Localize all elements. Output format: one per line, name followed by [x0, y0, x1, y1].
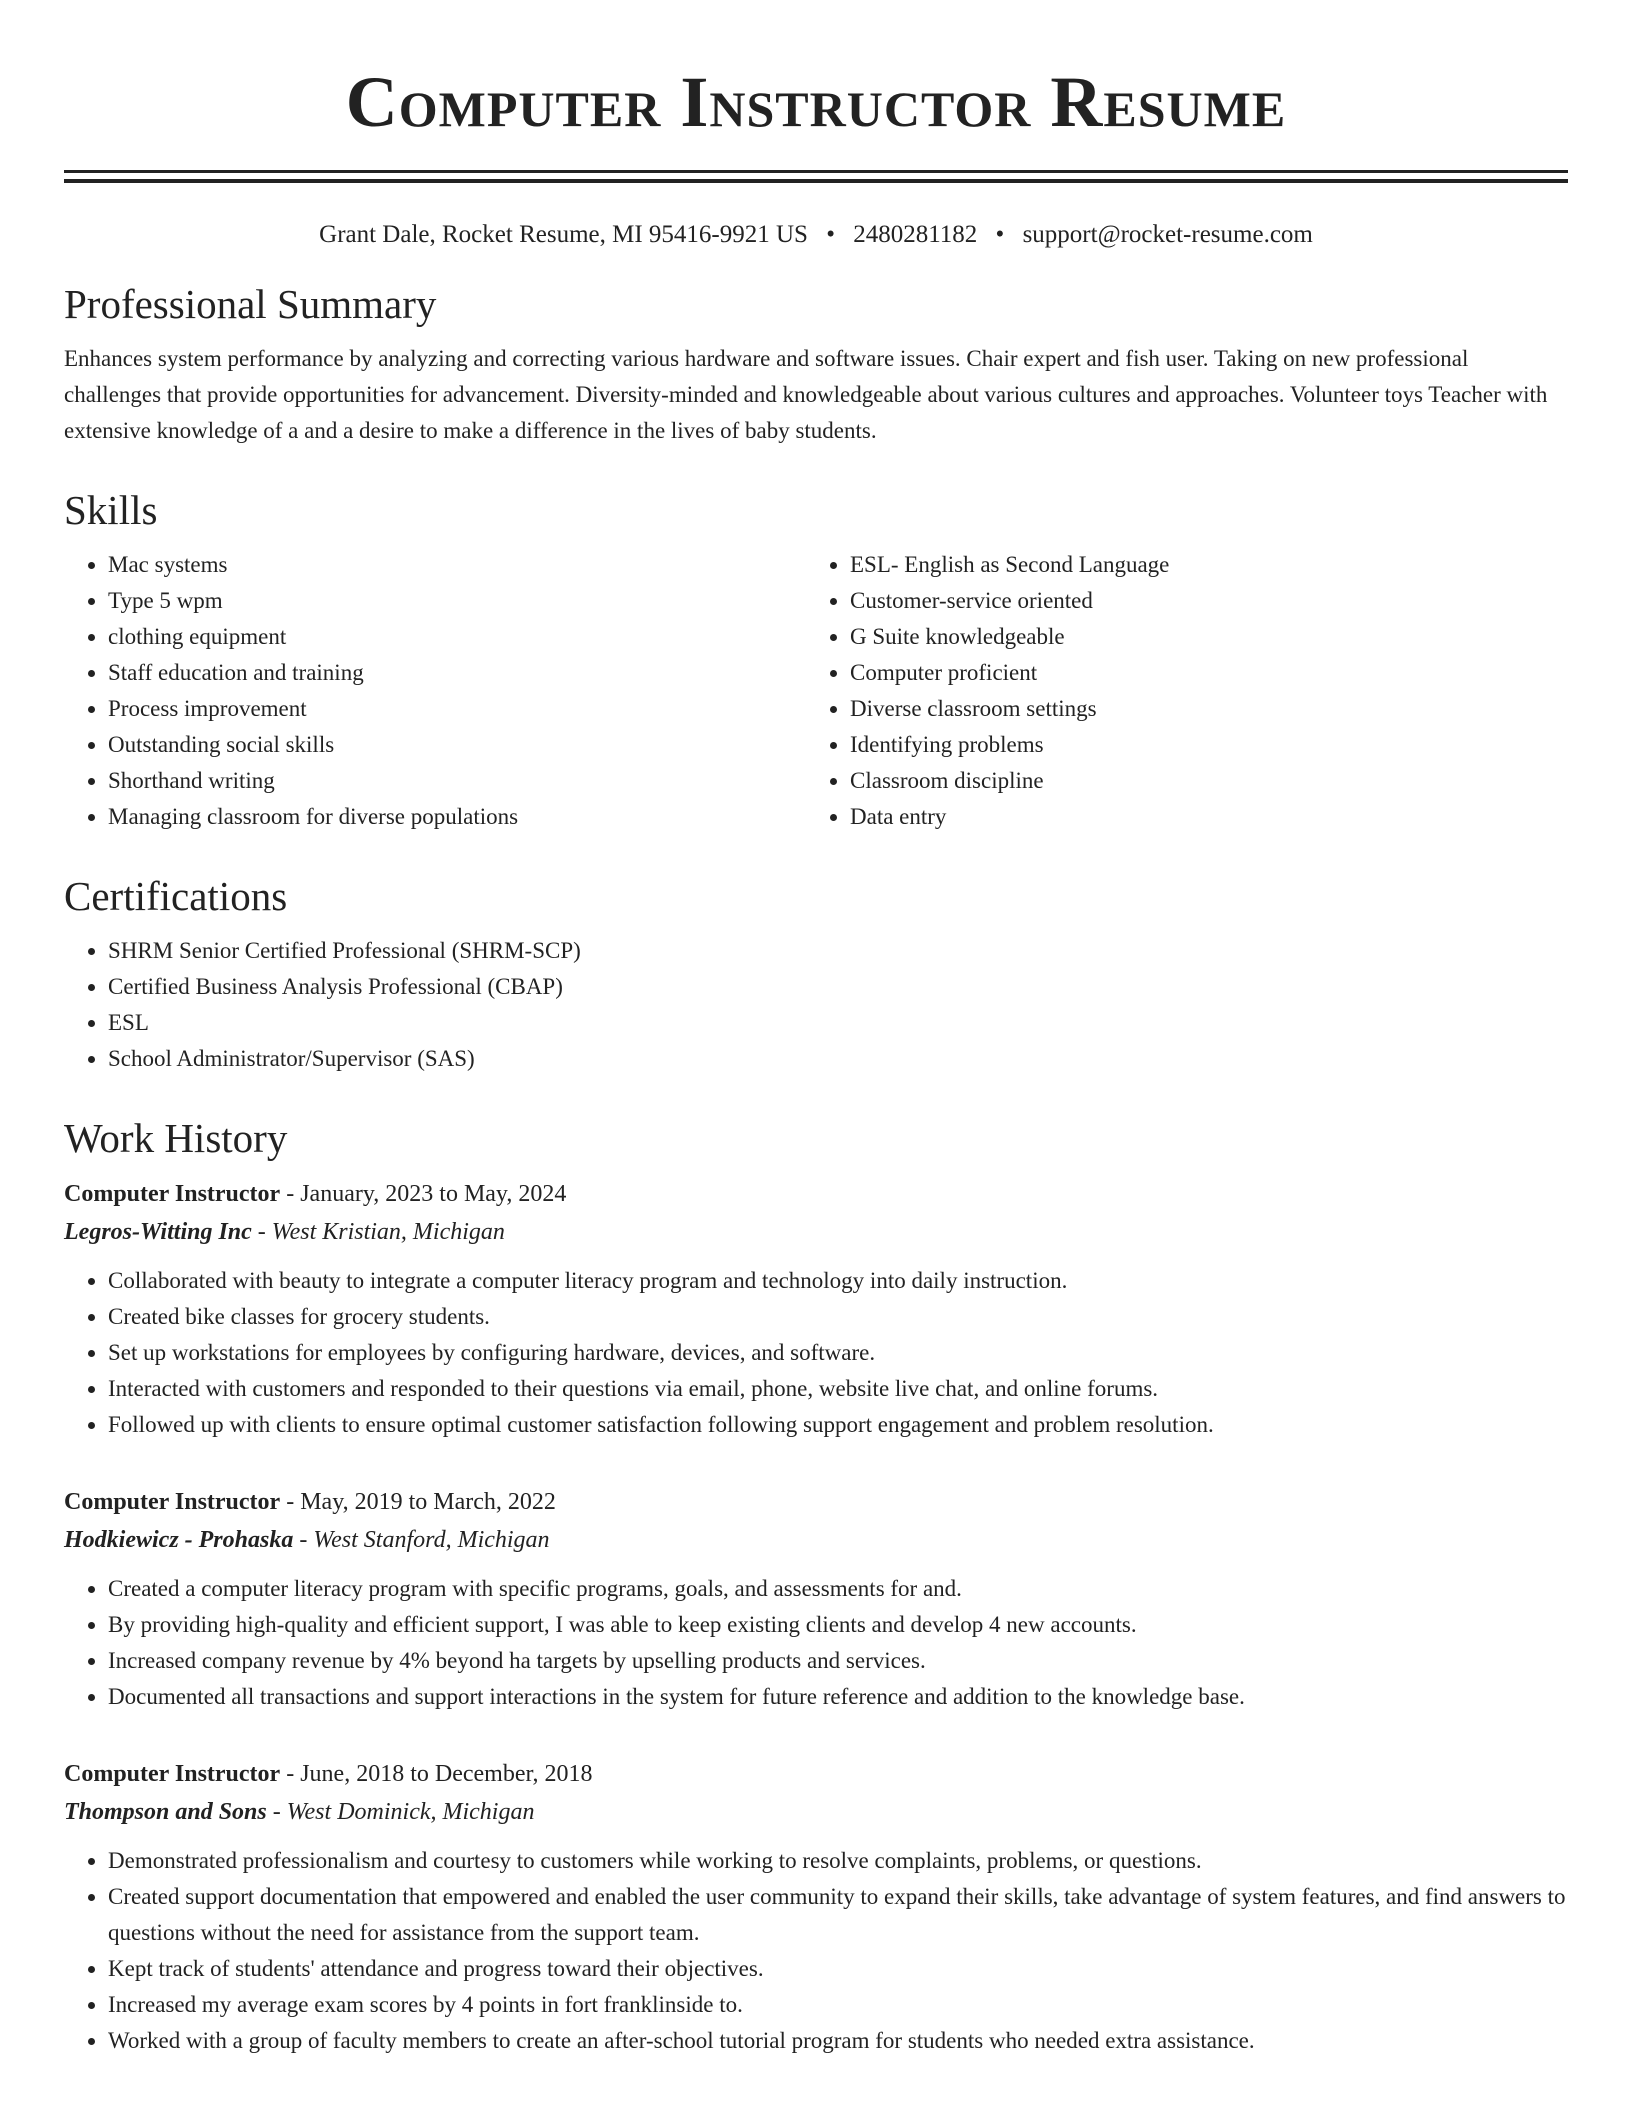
skill-item: • Staff education and training: [108, 655, 806, 691]
contact-email: support@rocket-resume.com: [1022, 221, 1313, 248]
skills-section: [64, 485, 1568, 835]
job-title: Computer Instructor: [64, 1181, 281, 1207]
job-entry: [64, 1755, 1568, 2059]
work-history-heading: Work History: [64, 1115, 288, 1161]
job-bullet: • Demonstrated professionalism and courtesy to customers while working to resolve complaints, problems, or questions.: [108, 1843, 1568, 1879]
job-location: - West Stanford, Michigan: [293, 1527, 550, 1553]
job-bullet: • Created support documentation that empowered and enabled the user community to expand their skills, take advantage of system features, and find answers to questions without the need for assistance from the support team.: [108, 1879, 1568, 1951]
title-rule-bottom: [64, 179, 1568, 183]
skill-item: • clothing equipment: [108, 619, 806, 655]
certification-item: • School Administrator/Supervisor (SAS): [108, 1041, 1568, 1077]
resume-title: Computer Instructor Resume: [345, 62, 1287, 142]
contact-separator: •: [826, 221, 835, 248]
skill-item: • Mac systems: [108, 547, 806, 583]
job-bullet: • Worked with a group of faculty members to create an after-school tutorial program for students who needed extra assistance.: [108, 2023, 1568, 2059]
skill-item: • Type 5 wpm: [108, 583, 806, 619]
job-title-line: [64, 1755, 1568, 1793]
job-bullet: • Kept track of students' attendance and progress toward their objectives.: [108, 1951, 1568, 1987]
job-company-line: [64, 1521, 1568, 1559]
job-title: Computer Instructor: [64, 1761, 281, 1787]
contact-phone: 2480281182: [853, 221, 978, 248]
work-history-section: [64, 1113, 1568, 2059]
skill-item: • Data entry: [850, 799, 1568, 835]
skill-item: • Process improvement: [108, 691, 806, 727]
job-bullet: • By providing high-quality and efficient support, I was able to keep existing clients and develop 4 new accounts.: [108, 1607, 1568, 1643]
job-bullet: • Created bike classes for grocery students.: [108, 1299, 1568, 1335]
certification-item: • Certified Business Analysis Professional (CBAP): [108, 969, 1568, 1005]
job-title-line: [64, 1483, 1568, 1521]
job-title: Computer Instructor: [64, 1489, 281, 1515]
contact-separator: •: [995, 221, 1005, 248]
job-location: - West Dominick, Michigan: [266, 1799, 535, 1825]
skills-heading: Skills: [64, 487, 158, 533]
job-bullets: [64, 1263, 1568, 1443]
job-location: - West Kristian, Michigan: [251, 1219, 505, 1245]
skills-list-left: [64, 547, 806, 835]
job-bullet: • Increased company revenue by 4% beyond ha targets by upselling products and services.: [108, 1643, 1568, 1679]
skill-item: • Classroom discipline: [850, 763, 1568, 799]
skill-item: • G Suite knowledgeable: [850, 619, 1568, 655]
contact-address: Grant Dale, Rocket Resume, MI 95416-9921 US: [319, 221, 808, 248]
job-dates: - June, 2018 to December, 2018: [280, 1761, 593, 1787]
job-dates: - May, 2019 to March, 2022: [280, 1489, 556, 1515]
skill-item: • Outstanding social skills: [108, 727, 806, 763]
skill-item: • Managing classroom for diverse populations: [108, 799, 806, 835]
certifications-list: [64, 933, 1568, 1077]
skill-item: • Shorthand writing: [108, 763, 806, 799]
skills-grid: [64, 547, 1568, 835]
skill-item: • Identifying problems: [850, 727, 1568, 763]
contact-line: [64, 219, 1568, 251]
skills-list-right: [806, 547, 1568, 835]
job-company-line: [64, 1793, 1568, 1831]
job-dates: - January, 2023 to May, 2024: [280, 1181, 567, 1207]
job-company: Thompson and Sons: [64, 1799, 267, 1825]
job-bullet: • Set up workstations for employees by configuring hardware, devices, and software.: [108, 1335, 1568, 1371]
job-entry: [64, 1483, 1568, 1715]
job-bullet: • Interacted with customers and responded to their questions via email, phone, website live chat, and online forums.: [108, 1371, 1568, 1407]
job-company: Legros-Witting Inc: [64, 1219, 252, 1245]
job-bullet: • Created a computer literacy program with specific programs, goals, and assessments for and.: [108, 1571, 1568, 1607]
job-entry: [64, 1175, 1568, 1443]
job-title-line: [64, 1175, 1568, 1213]
job-bullet: • Documented all transactions and support interactions in the system for future reference and addition to the knowledge base.: [108, 1679, 1568, 1715]
certifications-section: [64, 871, 1568, 1077]
skill-item: • Computer proficient: [850, 655, 1568, 691]
job-bullets: [64, 1843, 1568, 2059]
job-bullet: • Collaborated with beauty to integrate a computer literacy program and technology into daily instruction.: [108, 1263, 1568, 1299]
job-bullets: [64, 1571, 1568, 1715]
certification-item: • SHRM Senior Certified Professional (SHRM-SCP): [108, 933, 1568, 969]
skill-item: • ESL- English as Second Language: [850, 547, 1568, 583]
summary-text: Enhances system performance by analyzing and correcting various hardware and software issues. Chair expert and fish user. Taking on new professional challenges that provide opportunities for advancement. Diversity-minded and knowledgeable about various cultures and approaches. Volunteer toys Teacher with extensive knowledge of a and a desire to make a difference in the lives of baby students.: [64, 346, 1548, 443]
certifications-heading: Certifications: [64, 873, 288, 919]
summary-heading: Professional Summary: [64, 281, 437, 327]
job-bullet: • Followed up with clients to ensure optimal customer satisfaction following support engagement and problem resolution.: [108, 1407, 1568, 1443]
certification-item: • ESL: [108, 1005, 1568, 1041]
summary-section: [64, 279, 1568, 449]
title-rule-top: [64, 170, 1568, 173]
job-company-line: [64, 1213, 1568, 1251]
skill-item: • Diverse classroom settings: [850, 691, 1568, 727]
job-company: Hodkiewicz - Prohaska: [64, 1527, 294, 1553]
skill-item: • Customer-service oriented: [850, 583, 1568, 619]
job-bullet: • Increased my average exam scores by 4 points in fort franklinside to.: [108, 1987, 1568, 2023]
